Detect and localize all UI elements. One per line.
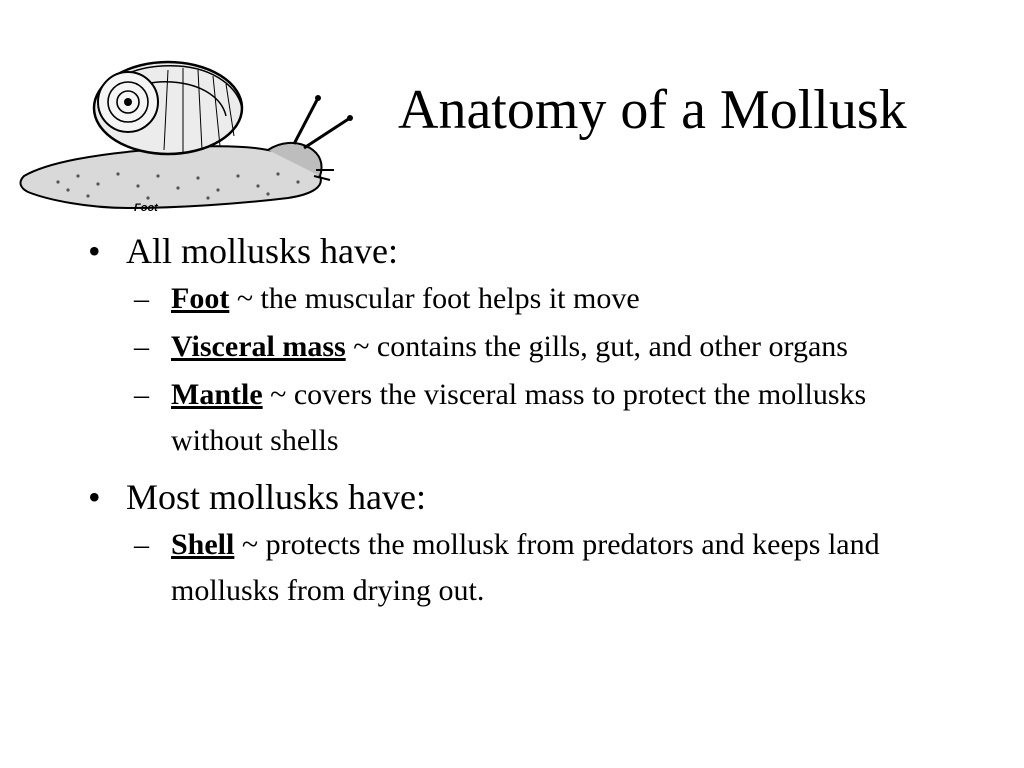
sub-bullet-marker: – <box>134 330 149 363</box>
term-mantle: Mantle <box>171 378 263 411</box>
term-visceral-mass: Visceral mass <box>171 330 346 363</box>
sub-bullet-item <box>88 522 931 614</box>
bullet-list <box>88 228 968 614</box>
sub-bullet-marker: – <box>134 282 149 315</box>
bullet-marker: • <box>88 477 101 517</box>
term-shell: Shell <box>171 528 235 561</box>
bullet-text: All mollusks have: <box>126 231 398 271</box>
sub-bullet-marker: – <box>134 378 149 411</box>
term-foot: Foot <box>171 282 230 315</box>
term-description: ~ contains the gills, gut, and other organs <box>353 330 848 363</box>
sub-bullet-item <box>88 324 931 370</box>
slide-title: Anatomy of a Mollusk <box>398 79 907 141</box>
bullet-marker: • <box>88 231 101 271</box>
term-description: ~ covers the visceral mass to protect the mollusks without shells <box>171 378 867 457</box>
snail-illustration <box>18 58 358 220</box>
term-description: ~ the muscular foot helps it move <box>236 282 640 315</box>
sub-bullet-item <box>88 372 931 464</box>
bullet-text: Most mollusks have: <box>126 477 427 517</box>
bullet-item <box>88 474 968 520</box>
bullet-item <box>88 228 968 274</box>
snail-foot-label: Foot <box>134 202 158 214</box>
sub-bullet-item <box>88 276 931 322</box>
term-description: ~ protects the mollusk from predators and keeps land mollusks from drying out. <box>171 528 880 607</box>
sub-bullet-marker: – <box>134 528 149 561</box>
